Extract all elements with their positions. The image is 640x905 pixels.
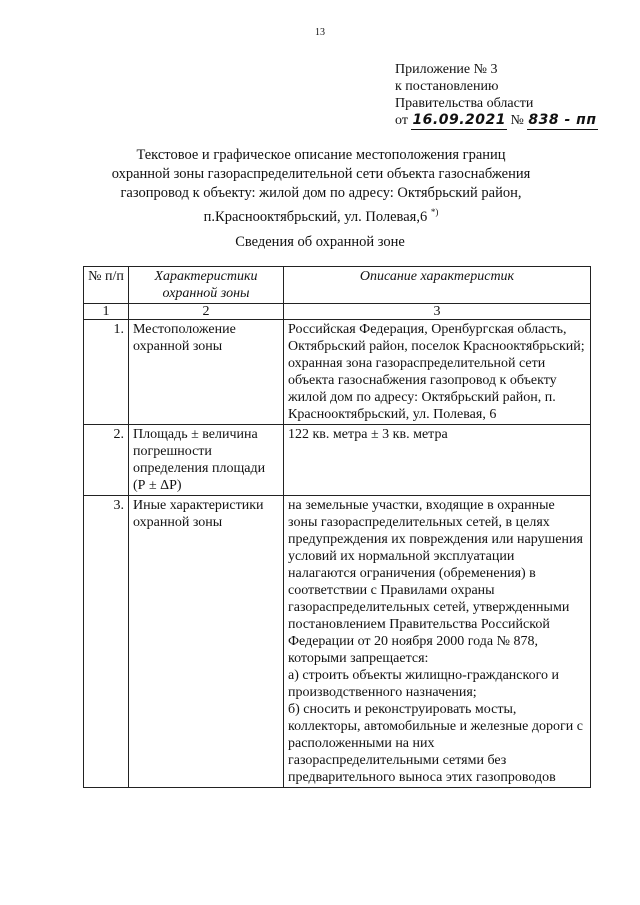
row-description-item-a: а) строить объекты жилищно-гражданского и производственного назначения; bbox=[288, 668, 559, 700]
index-cell-3: 3 bbox=[284, 304, 591, 320]
title-line-4-text: п.Краснооктябрьский, ул. Полевая,6 bbox=[203, 208, 428, 225]
row-description: Российская Федерация, Оренбургская область, Октябрьский район, поселок Краснооктябрьский; охранная зона газораспределительной сети объекта газоснабжения газопровод к объекту жилой дом по адресу: Октябрьский район, п. Краснооктябрьский, ул. Полевая, 6 bbox=[284, 320, 591, 425]
row-characteristic: Местоположение охранной зоны bbox=[129, 320, 284, 425]
header-description: Описание характеристик bbox=[284, 267, 591, 304]
footnote-mark: *) bbox=[430, 207, 439, 217]
table-header-row bbox=[84, 267, 591, 304]
row-number: 1. bbox=[84, 320, 129, 425]
document-title bbox=[96, 146, 546, 227]
header-characteristics: Характеристики охранной зоны bbox=[129, 267, 284, 304]
row-number: 3. bbox=[84, 496, 129, 788]
appendix-line-1: Приложение № 3 bbox=[395, 62, 498, 77]
row-characteristic: Площадь ± величина погрешности определения площади (Р ± ΔР) bbox=[129, 425, 284, 496]
title-line-1: Текстовое и графическое описание местоположения границ bbox=[136, 147, 506, 163]
row-description-item-b: б) сносить и реконструировать мосты, коллекторы, автомобильные и железные дороги с расположенными на них газораспределительными сетями без предварительного выноса этих газопроводов bbox=[288, 702, 583, 785]
index-cell-2: 2 bbox=[129, 304, 284, 320]
appendix-line-2: к постановлению bbox=[395, 79, 499, 94]
section-subtitle: Сведения об охранной зоне bbox=[235, 234, 405, 250]
appendix-line-3: Правительства области bbox=[395, 96, 534, 111]
header-number: № п/п bbox=[84, 267, 129, 304]
protection-zone-table bbox=[83, 266, 591, 788]
handwritten-date: 16.09.2021 bbox=[412, 112, 507, 128]
row-description-intro: на земельные участки, входящие в охранные зоны газораспределительных сетей, в целях предупреждения их повреждения или нарушения условий их нормальной эксплуатации налагаются ограничения (обременения) в соответствии с Правилами охраны газораспределительных сетей, утвержденными постановлением Правительства Российской Федерации от 20 ноября 2000 года № 878, которыми запрещается: bbox=[288, 498, 583, 666]
title-line-3: газопровод к объекту: жилой дом по адресу: Октябрьский район, bbox=[120, 185, 522, 201]
row-description: 122 кв. метра ± 3 кв. метра bbox=[284, 425, 591, 496]
handwritten-number: 838 - пп bbox=[528, 112, 597, 128]
row-description bbox=[284, 496, 591, 788]
number-label: № bbox=[510, 113, 524, 128]
row-number: 2. bbox=[84, 425, 129, 496]
table-index-row bbox=[84, 304, 591, 320]
title-line-4 bbox=[96, 203, 546, 227]
appendix-header bbox=[395, 61, 598, 130]
table-row bbox=[84, 425, 591, 496]
index-cell-1: 1 bbox=[84, 304, 129, 320]
row-characteristic: Иные характеристики охранной зоны bbox=[129, 496, 284, 788]
table-row bbox=[84, 320, 591, 425]
appendix-date-line bbox=[395, 112, 598, 130]
page-number: 13 bbox=[315, 27, 325, 38]
table-row bbox=[84, 496, 591, 788]
from-label: от bbox=[395, 113, 408, 128]
title-line-2: охранной зоны газораспределительной сети объекта газоснабжения bbox=[111, 166, 531, 182]
